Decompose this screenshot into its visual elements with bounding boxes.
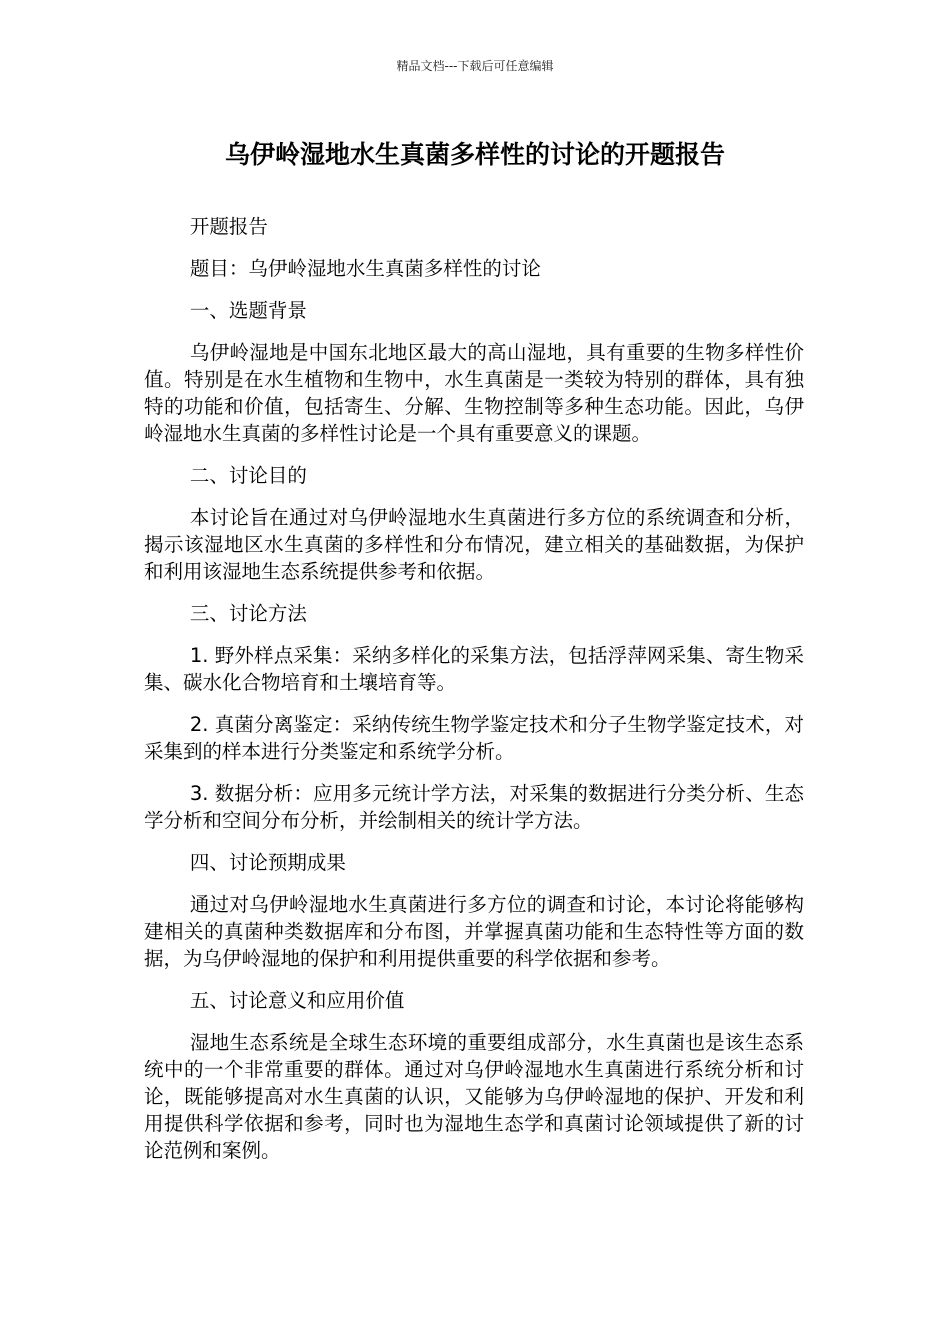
section-heading-methods: 三、讨论方法 [189,602,307,625]
paragraph-background: 乌伊岭湿地是中国东北地区最大的高山湿地，具有重要的生物多样性价值。特别是在水生植物和生物中，水生真菌是一类较为特别的群体，具有独特的功能和价值，包括寄生、分解、生物控制等多种生态功能。因此，乌伊岭湿地水生真菌的多样性讨论是一个具有重要意义的课题。 [144,341,804,445]
section-heading-background: 一、选题背景 [189,299,307,322]
method-item-analysis: 3. 数据分析：应用多元统计学方法，对采集的数据进行分类分析、生态学分析和空间分布分析，并绘制相关的统计学方法。 [144,782,804,832]
section-heading-outcomes: 四、讨论预期成果 [189,851,346,874]
document-title: 乌伊岭湿地水生真菌多样性的讨论的开题报告 [224,140,725,169]
document-body [144,213,804,1164]
section-heading-purpose: 二、讨论目的 [189,464,307,487]
paragraph-purpose: 本讨论旨在通过对乌伊岭湿地水生真菌进行多方位的系统调查和分析，揭示该湿地区水生真菌的多样性和分布情况，建立相关的基础数据，为保护和利用该湿地生态系统提供参考和依据。 [144,506,804,583]
paragraph-significance: 湿地生态系统是全球生态环境的重要组成部分，水生真菌也是该生态系统中的一个非常重要的群体。通过对乌伊岭湿地水生真菌进行系统分析和讨论，既能够提高对水生真菌的认识，又能够为乌伊岭湿地的保护、开发和利用提供科学依据和参考，同时也为湿地生态学和真菌讨论领域提供了新的讨论范例和案例。 [144,1031,804,1162]
report-topic: 题目：乌伊岭湿地水生真菌多样性的讨论 [189,257,541,280]
method-item-identification: 2. 真菌分离鉴定：采纳传统生物学鉴定技术和分子生物学鉴定技术，对采集到的样本进行分类鉴定和系统学分析。 [144,713,804,763]
report-label: 开题报告 [189,215,268,238]
method-item-sampling: 1. 野外样点采集：采纳多样化的采集方法，包括浮萍网采集、寄生物采集、碳水化合物培育和土壤培育等。 [144,644,804,694]
section-heading-significance: 五、讨论意义和应用价值 [189,989,405,1012]
page-header-watermark: 精品文档---下载后可任意编辑 [396,59,554,73]
paragraph-outcomes: 通过对乌伊岭湿地水生真菌进行多方位的调查和讨论，本讨论将能够构建相关的真菌种类数据库和分布图，并掌握真菌功能和生态特性等方面的数据，为乌伊岭湿地的保护和利用提供重要的科学依据和参考。 [144,893,804,970]
